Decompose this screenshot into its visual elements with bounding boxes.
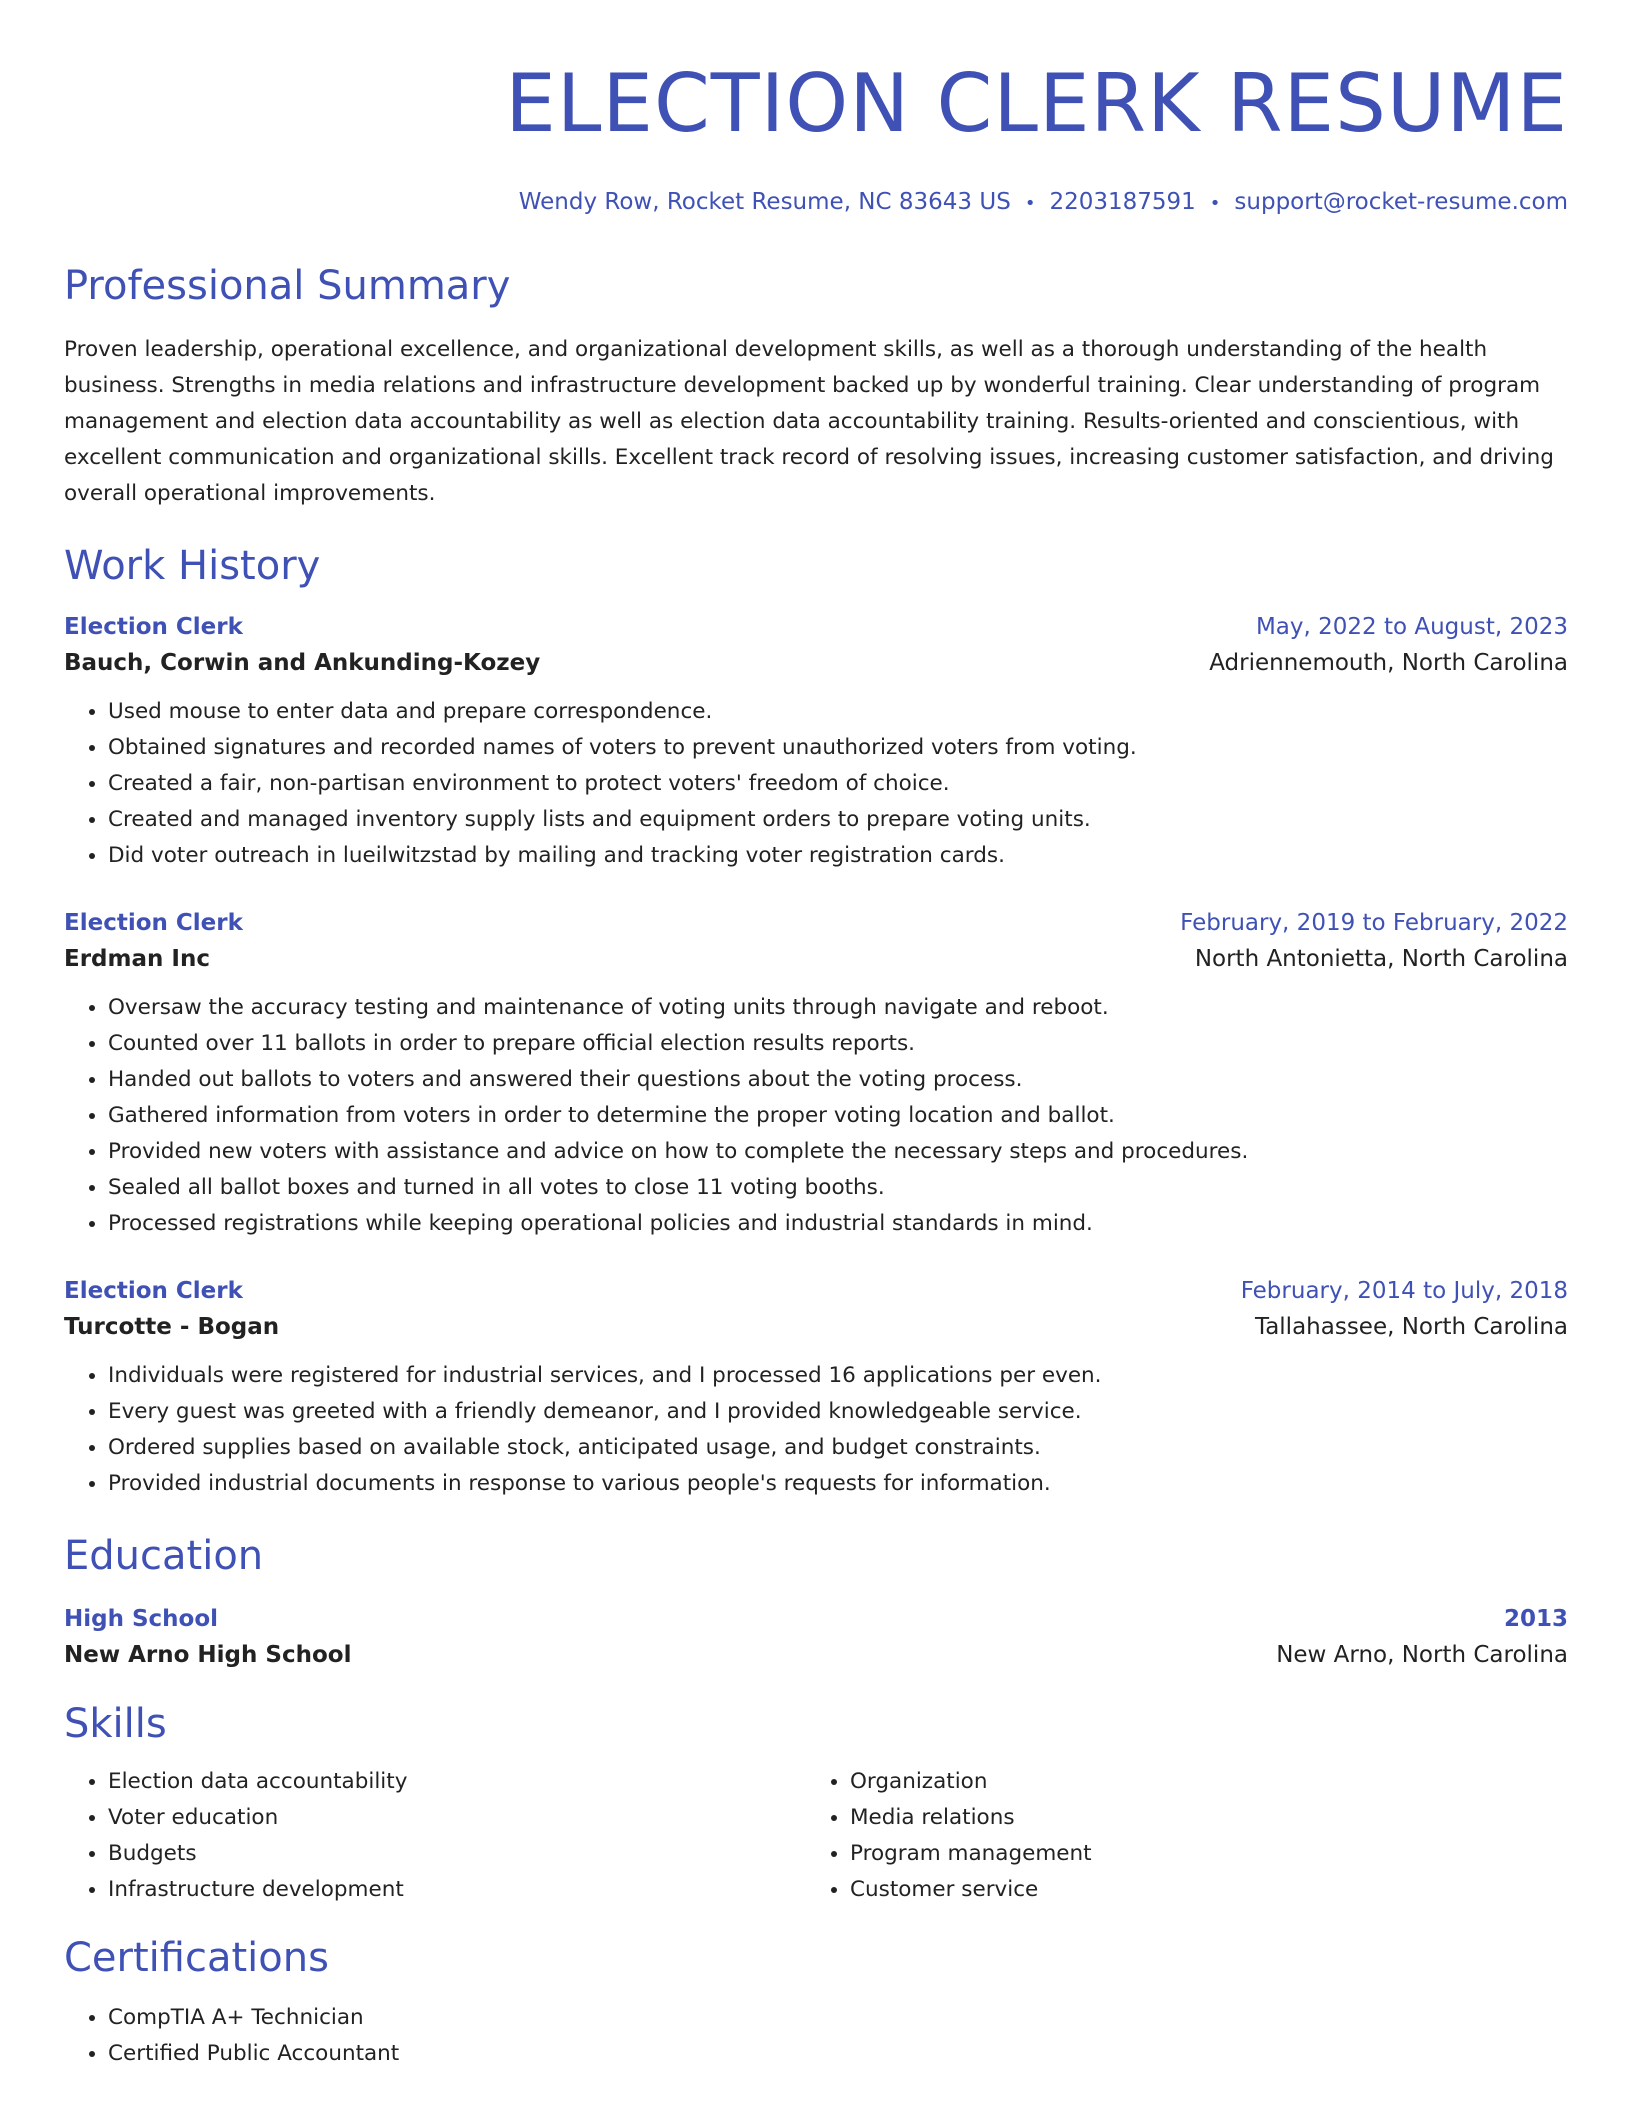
job-employer: Turcotte - Bogan <box>64 1314 280 1340</box>
summary-text: Proven leadership, operational excellence, and organizational development skills, as well as a thorough understanding of the health business. Strengths in media relations and infrastructure development backed up by wonderful training. Clear understanding of program management and election data accountability as well as election data accountability training. Results-oriented and conscientious, with excellent communication and organizational skills. Excellent track record of resolving issues, increasing customer satisfaction, and driving overall operational improvements. <box>64 337 1554 506</box>
job-duty: • Ordered supplies based on available stock, anticipated usage, and budget constraints. <box>108 1430 1568 1466</box>
work-history-heading: Work History <box>64 543 321 589</box>
education-heading: Education <box>64 1533 264 1579</box>
job-dates: February, 2019 to February, 2022 <box>1180 910 1568 936</box>
skills-list-left <box>64 1764 806 1908</box>
job-location: Adriennemouth, North Carolina <box>1209 650 1568 676</box>
skills-list-right <box>806 1764 1548 1908</box>
job-title: Election Clerk <box>64 614 243 640</box>
job-dates: May, 2022 to August, 2023 <box>1255 614 1568 640</box>
job-duty: • Provided new voters with assistance and advice on how to complete the necessary steps and procedures. <box>108 1134 1568 1170</box>
certifications-heading: Certifications <box>64 1935 329 1981</box>
certification-item: • Certified Public Accountant <box>108 2036 1568 2072</box>
job-duty: • Gathered information from voters in order to determine the proper voting location and ballot. <box>108 1098 1568 1134</box>
job-duty: • Did voter outreach in lueilwitzstad by mailing and tracking voter registration cards. <box>108 838 1568 874</box>
job-duty: • Sealed all ballot boxes and turned in all votes to close 11 voting booths. <box>108 1170 1568 1206</box>
skill-item: • Program management <box>850 1836 1548 1872</box>
job-duty: • Provided industrial documents in response to various people's requests for information. <box>108 1466 1568 1502</box>
job-duty: • Oversaw the accuracy testing and maintenance of voting units through navigate and reboot. <box>108 990 1568 1026</box>
certifications-list <box>64 2000 1568 2072</box>
skill-item: • Infrastructure development <box>108 1872 806 1908</box>
job-employer: Bauch, Corwin and Ankunding-Kozey <box>64 650 541 676</box>
job-duties-list <box>64 990 1568 1242</box>
resume-title: ELECTION CLERK RESUME <box>505 57 1568 150</box>
job-duty: • Handed out ballots to voters and answered their questions about the voting process. <box>108 1062 1568 1098</box>
contact-separator: • <box>1209 193 1221 214</box>
skill-item: • Budgets <box>108 1836 806 1872</box>
job-title: Election Clerk <box>64 910 243 936</box>
skill-item: • Customer service <box>850 1872 1548 1908</box>
contact-phone: 2203187591 <box>1049 189 1196 215</box>
job-duties-list <box>64 694 1568 874</box>
contact-separator: • <box>1024 193 1036 214</box>
skill-item: • Voter education <box>108 1800 806 1836</box>
job-duty: • Individuals were registered for industrial services, and I processed 16 applications per even. <box>108 1358 1568 1394</box>
skill-item: • Organization <box>850 1764 1548 1800</box>
job-dates: February, 2014 to July, 2018 <box>1240 1278 1568 1304</box>
resume-page <box>64 0 1568 2072</box>
contact-line <box>64 186 1568 220</box>
skills-grid <box>64 1764 1568 1908</box>
job-duties-list <box>64 1358 1568 1502</box>
education-year: 2013 <box>1503 1606 1568 1632</box>
job-duty: • Created and managed inventory supply lists and equipment orders to prepare voting units. <box>108 802 1568 838</box>
skill-item: • Election data accountability <box>108 1764 806 1800</box>
education-location: New Arno, North Carolina <box>1276 1642 1568 1668</box>
job-entry <box>64 906 1568 1242</box>
job-entry <box>64 1274 1568 1502</box>
job-duty: • Counted over 11 ballots in order to prepare official election results reports. <box>108 1026 1568 1062</box>
job-location: Tallahassee, North Carolina <box>1254 1314 1568 1340</box>
job-duty: • Used mouse to enter data and prepare correspondence. <box>108 694 1568 730</box>
job-employer: Erdman Inc <box>64 946 210 972</box>
job-entry <box>64 610 1568 874</box>
job-duty: • Processed registrations while keeping operational policies and industrial standards in mind. <box>108 1206 1568 1242</box>
education-school: New Arno High School <box>64 1642 352 1668</box>
contact-email[interactable]: support@rocket-resume.com <box>1234 189 1568 215</box>
job-location: North Antonietta, North Carolina <box>1194 946 1568 972</box>
contact-address: Wendy Row, Rocket Resume, NC 83643 US <box>518 189 1011 215</box>
job-title: Election Clerk <box>64 1278 243 1304</box>
education-entry <box>64 1602 1568 1674</box>
job-duty: • Every guest was greeted with a friendly demeanor, and I provided knowledgeable service. <box>108 1394 1568 1430</box>
skill-item: • Media relations <box>850 1800 1548 1836</box>
education-degree: High School <box>64 1606 219 1632</box>
job-duty: • Obtained signatures and recorded names of voters to prevent unauthorized voters from voting. <box>108 730 1568 766</box>
certification-item: • CompTIA A+ Technician <box>108 2000 1568 2036</box>
skills-heading: Skills <box>64 1701 167 1747</box>
summary-heading: Professional Summary <box>64 263 511 309</box>
job-duty: • Created a fair, non-partisan environment to protect voters' freedom of choice. <box>108 766 1568 802</box>
